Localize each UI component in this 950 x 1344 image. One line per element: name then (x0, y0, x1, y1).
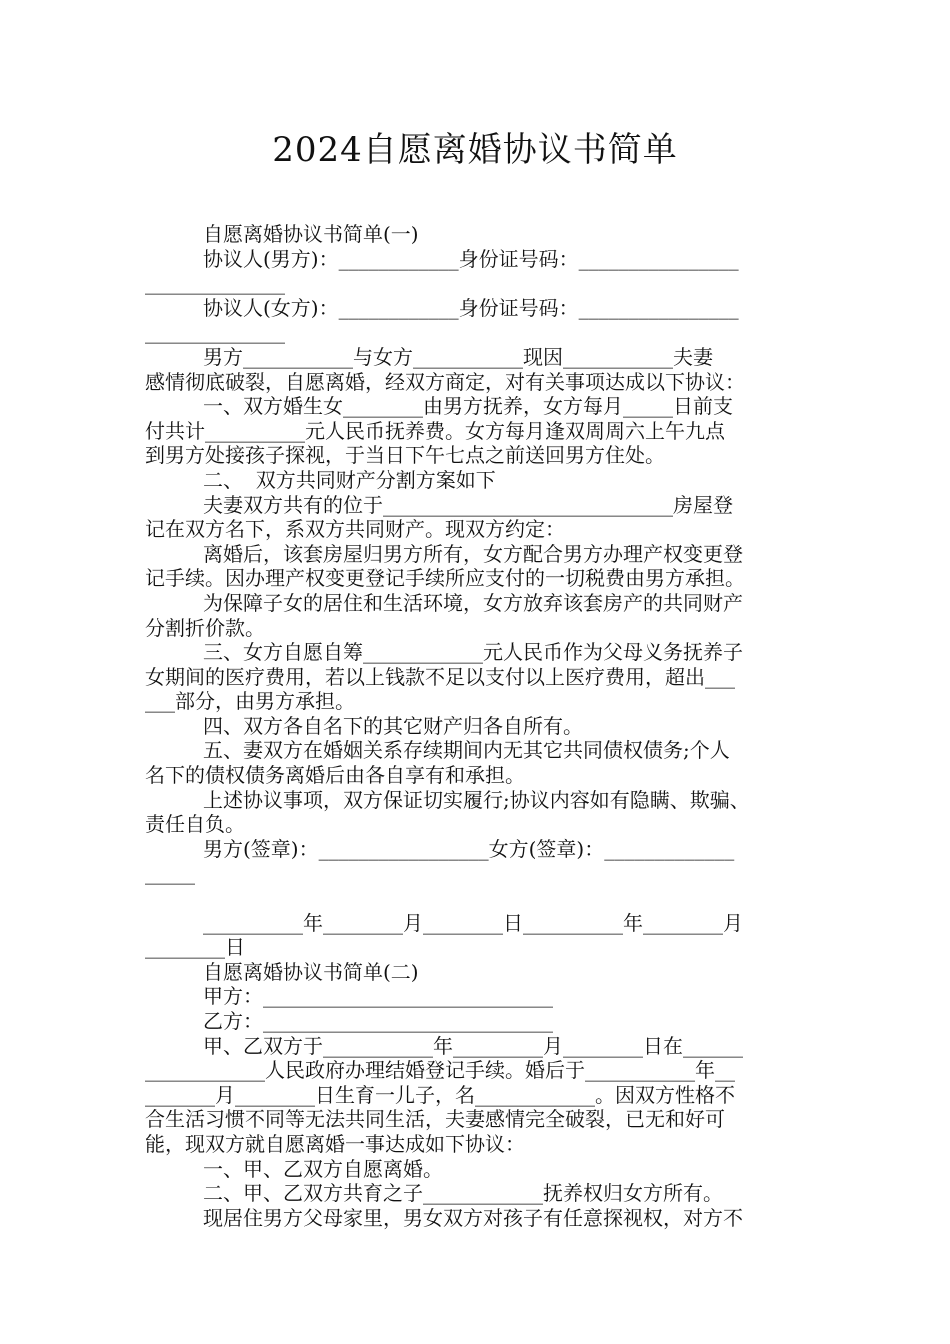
text-line: 女期间的医疗费用，若以上钱款不足以支付以上医疗费用，超出___ (145, 664, 735, 689)
document-title: 2024自愿离婚协议书简单 (272, 130, 678, 170)
text-line: ______________ (145, 320, 285, 345)
text-line: 男方(签章)：_________________女方(签章)：_____________ (203, 836, 735, 861)
text-line: ________日 (145, 935, 245, 960)
text-line: 离婚后，该套房屋归男方所有，女方配合男方办理产权变更登 (203, 541, 743, 566)
text-line: 自愿离婚协议书简单(一) (203, 222, 419, 246)
text-line: 分割折价款。 (145, 615, 265, 640)
text-line: 协议人(男方)：____________身份证号码：________________ (203, 246, 739, 271)
text-line: __________年________月________日__________年________月 (203, 910, 743, 935)
text-line: 合生活习惯不同等无法共同生活，夫妻感情完全破裂，已无和好可 (145, 1107, 725, 1132)
text-line: 甲方：_____________________________ (203, 984, 553, 1009)
text-line: 协议人(女方)：____________身份证号码：________________ (203, 295, 739, 320)
text-line: 付共计__________元人民币抚养费。女方每月逢双周周六上午九点 (145, 418, 725, 443)
text-line: 自愿离婚协议书简单(二) (203, 959, 419, 984)
text-line: ___部分，由男方承担。 (145, 689, 355, 714)
text-line: 责任自负。 (145, 812, 245, 837)
text-line: 上述协议事项，双方保证切实履行;协议内容如有隐瞒、欺骗、 (203, 787, 750, 812)
text-line: 五、妻双方在婚姻关系存续期间内无其它共同债权债务;个人 (203, 738, 730, 763)
text-line: 三、女方自愿自筹____________元人民币作为父母义务抚养子 (203, 640, 743, 665)
text-line: _______月________日生育一儿子，名____________。因双方性格不 (145, 1082, 735, 1107)
document-body (145, 222, 825, 1230)
blank-line (145, 886, 825, 911)
text-line: 到男方处接孩子探视，于当日下午七点之前送回男方住处。 (145, 443, 665, 468)
text-line: 名下的债权债务离婚后由各自享有和承担。 (145, 763, 525, 788)
text-line: ______________ (145, 271, 285, 296)
text-line: 夫妻双方共有的位于_____________________________房屋登 (203, 492, 733, 517)
text-line: 为保障子女的居住和生活环境，女方放弃该套房产的共同财产 (203, 590, 743, 615)
text-line: 甲、乙双方于___________年_________月________日在______ (203, 1033, 743, 1058)
text-line: 记在双方名下，系双方共同财产。现双方约定： (145, 517, 565, 542)
text-line: 现居住男方父母家里，男女双方对孩子有任意探视权，对方不 (203, 1205, 743, 1230)
text-line: 记手续。因办理产权变更登记手续所应支付的一切税费由男方承担。 (145, 566, 745, 591)
text-line: 能，现双方就自愿离婚一事达成如下协议： (145, 1131, 525, 1156)
text-line: 二、甲、乙双方共育之子____________抚养权归女方所有。 (203, 1181, 723, 1206)
text-line: 四、双方各自名下的其它财产归各自所有。 (203, 713, 583, 738)
text-line: 一、双方婚生女________由男方抚养，女方每月_____日前支 (203, 394, 733, 419)
text-line: ____________人民政府办理结婚登记手续。婚后于___________年__ (145, 1058, 735, 1083)
text-line: 男方___________与女方___________现因___________夫妻 (203, 344, 713, 369)
text-line: 一、甲、乙双方自愿离婚。 (203, 1156, 443, 1181)
text-line: 乙方：_____________________________ (203, 1009, 553, 1033)
text-line: 二、 双方共同财产分割方案如下 (203, 467, 496, 492)
text-line: _____ (145, 861, 195, 886)
text-line: 感情彻底破裂，自愿离婚，经双方商定，对有关事项达成以下协议： (145, 369, 745, 394)
